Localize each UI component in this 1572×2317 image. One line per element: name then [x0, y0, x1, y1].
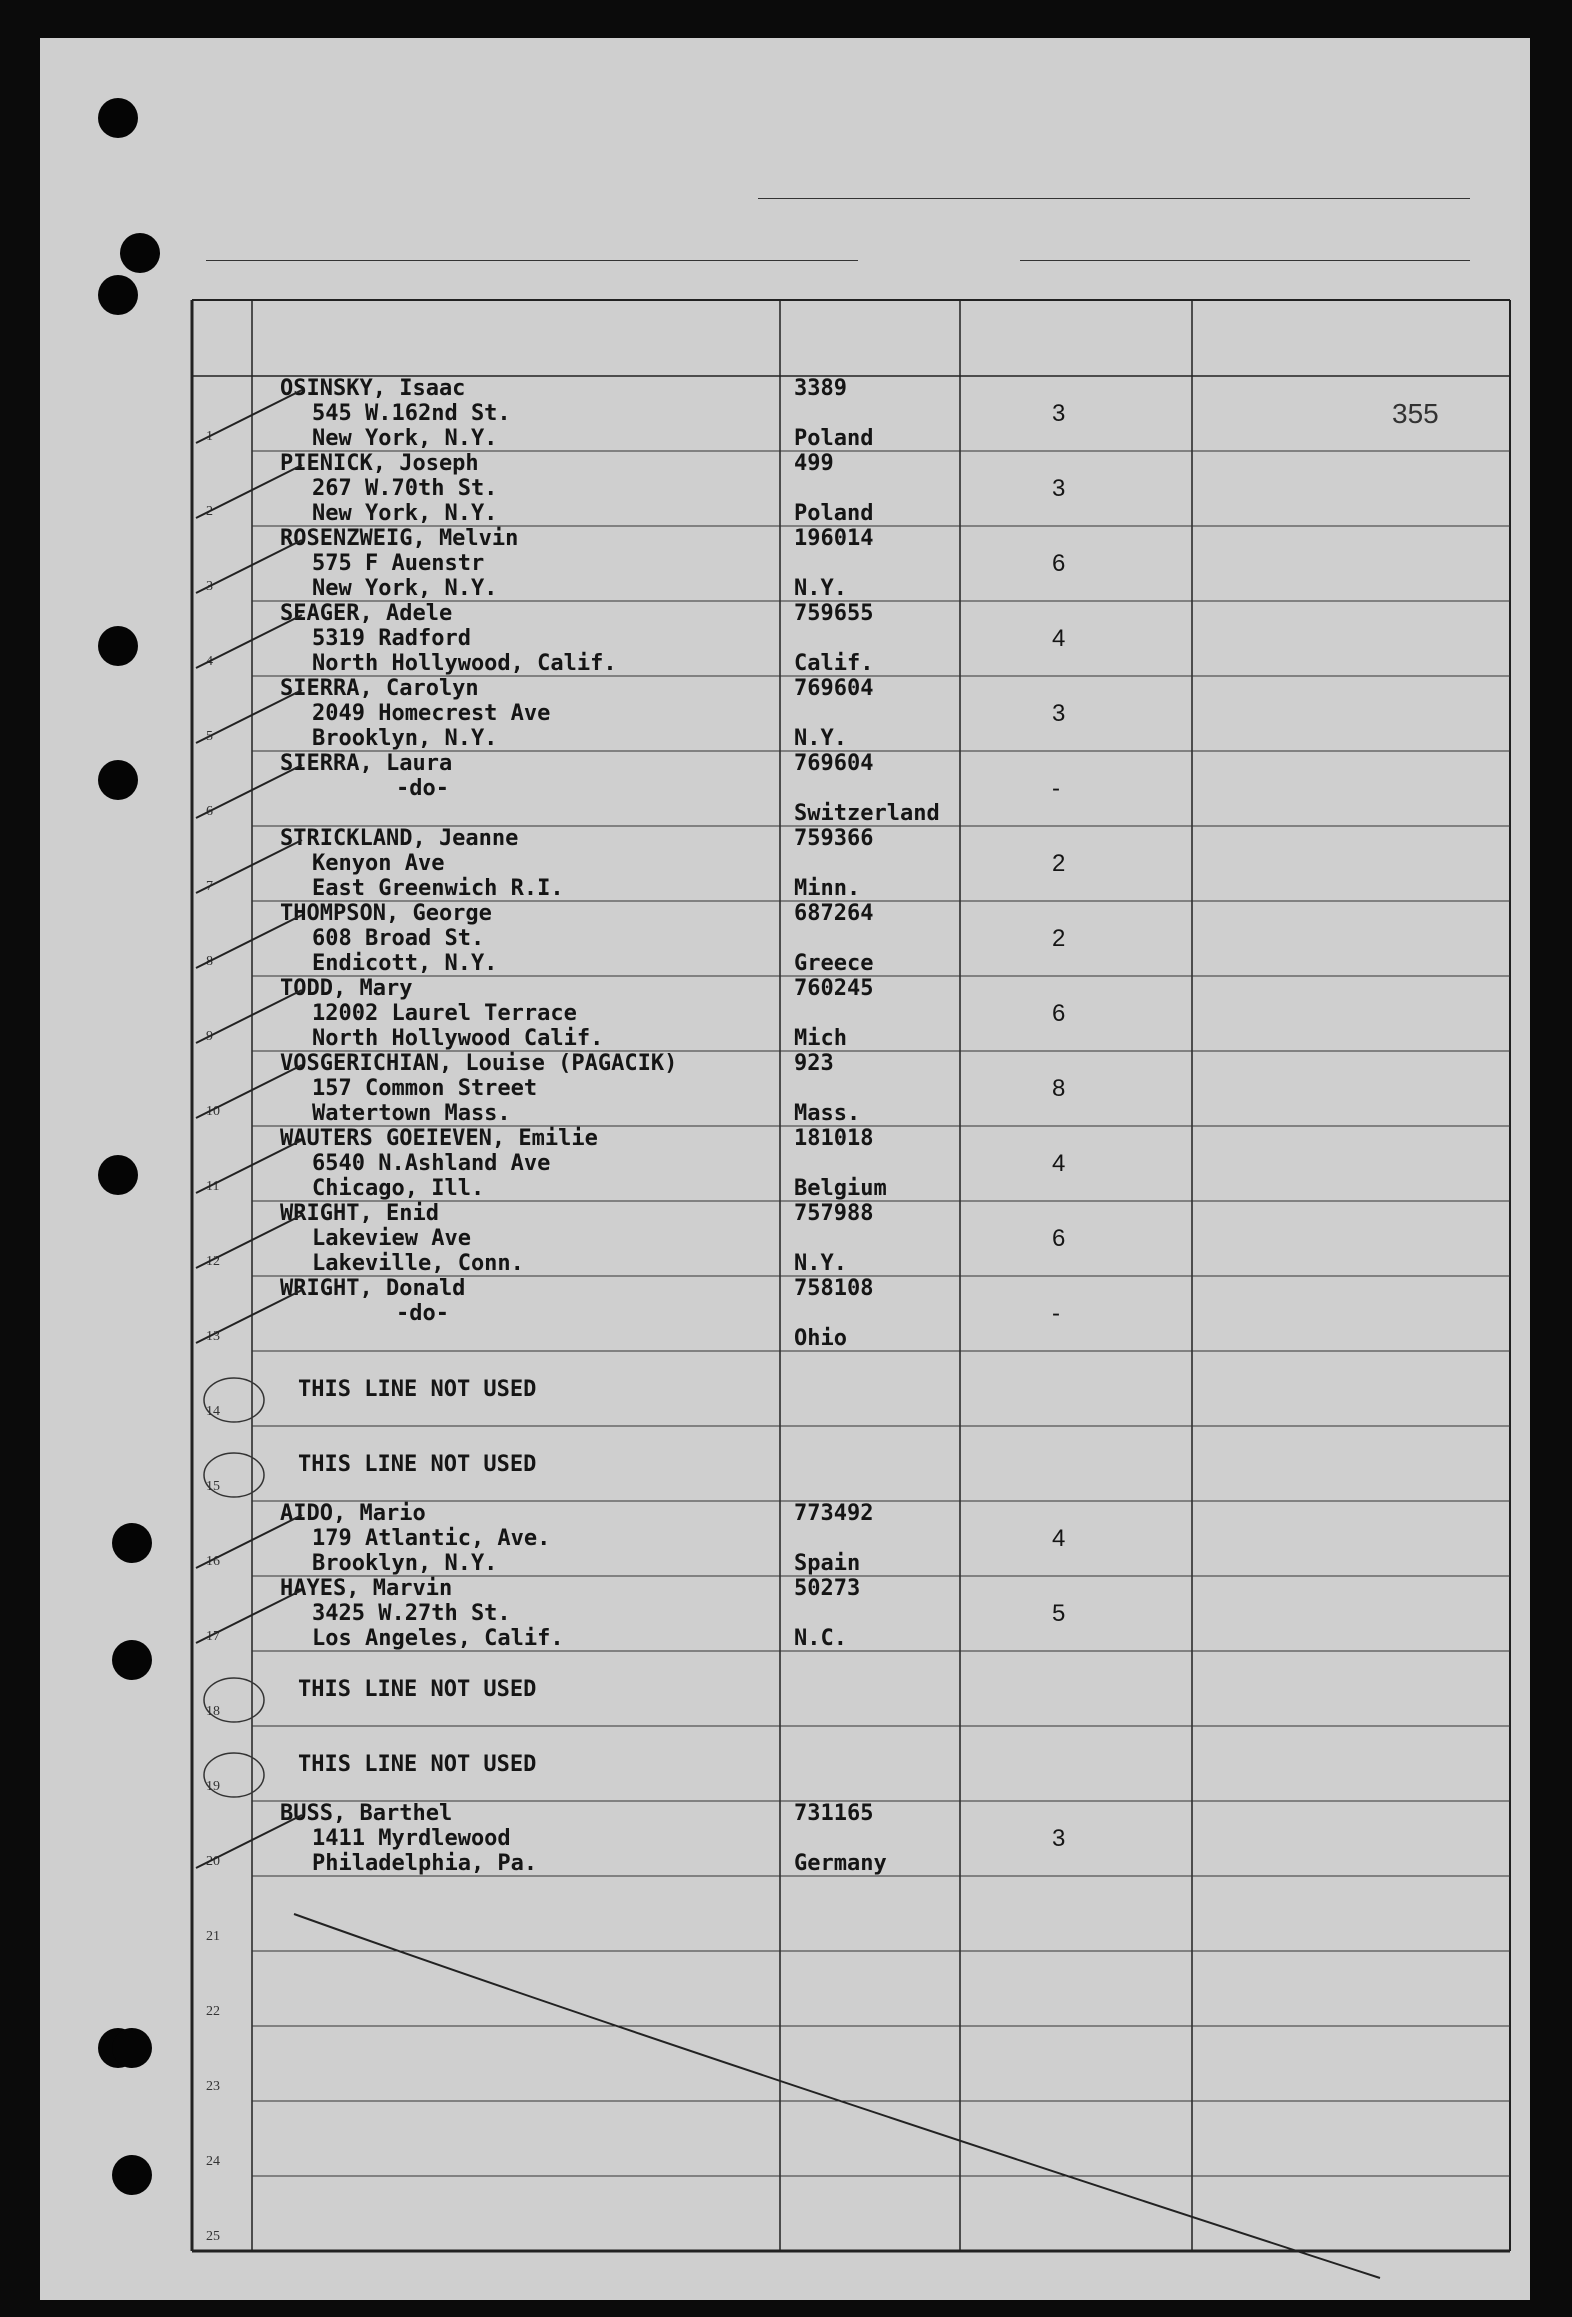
- passport-number: 759366: [794, 826, 874, 851]
- passenger-city: Endicott, N.Y.: [312, 951, 498, 976]
- baggage-count: -: [1052, 1300, 1060, 1327]
- passenger-name: SIERRA, Laura: [280, 751, 453, 776]
- line-number: 11: [206, 1179, 220, 1194]
- place-of-birth: Ohio: [794, 1326, 847, 1351]
- passenger-city: New York, N.Y.: [312, 576, 498, 601]
- passenger-name: OSINSKY, Isaac: [280, 376, 466, 401]
- passenger-city: Lakeville, Conn.: [312, 1251, 524, 1276]
- passenger-address: Lakeview Ave: [312, 1226, 471, 1251]
- line-number: 6: [206, 804, 213, 819]
- passenger-address: 608 Broad St.: [312, 926, 485, 951]
- ink-marks: [40, 38, 1530, 2300]
- line-number: 25: [206, 2229, 220, 2244]
- passenger-city: North Hollywood Calif.: [312, 1026, 604, 1051]
- passenger-name: WRIGHT, Donald: [280, 1276, 466, 1301]
- passenger-name: AIDO, Mario: [280, 1501, 426, 1526]
- line-number: 22: [206, 2004, 220, 2019]
- baggage-count: 3: [1052, 1825, 1066, 1852]
- passport-number: 196014: [794, 526, 874, 551]
- line-number: 13: [206, 1329, 220, 1344]
- passport-number: 923: [794, 1051, 834, 1076]
- line-number: 17: [206, 1629, 220, 1644]
- check-mark: [196, 990, 302, 1043]
- passenger-address: 6540 N.Ashland Ave: [312, 1151, 551, 1176]
- baggage-count: 6: [1052, 1225, 1066, 1252]
- check-mark: [196, 615, 302, 668]
- circle-mark: [204, 1453, 264, 1497]
- line-number: 18: [206, 1704, 220, 1719]
- baggage-count: 2: [1052, 850, 1066, 877]
- place-of-birth: Poland: [794, 501, 874, 526]
- baggage-count: 3: [1052, 475, 1066, 502]
- check-mark: [196, 915, 302, 968]
- check-mark: [196, 1140, 302, 1193]
- passport-number: 731165: [794, 1801, 874, 1826]
- baggage-count: 3: [1052, 400, 1066, 427]
- passenger-name: PIENICK, Joseph: [280, 451, 479, 476]
- circle-mark: [204, 1678, 264, 1722]
- line-number: 9: [206, 1029, 213, 1044]
- passport-number: 759655: [794, 601, 874, 626]
- check-mark: [196, 465, 302, 518]
- line-number: 1: [206, 429, 213, 444]
- line-number: 2: [206, 504, 213, 519]
- passport-number: 499: [794, 451, 834, 476]
- passenger-address: -do-: [396, 776, 449, 801]
- line-number: 12: [206, 1254, 220, 1269]
- passenger-address: 545 W.162nd St.: [312, 401, 511, 426]
- passenger-city: Brooklyn, N.Y.: [312, 1551, 498, 1576]
- passenger-city: Philadelphia, Pa.: [312, 1851, 538, 1876]
- check-mark: [196, 1215, 302, 1268]
- passport-number: 758108: [794, 1276, 874, 1301]
- place-of-birth: N.C.: [794, 1626, 847, 1651]
- line-number: 5: [206, 729, 213, 744]
- line-number: 15: [206, 1479, 220, 1494]
- unused-line-note: THIS LINE NOT USED: [298, 1752, 537, 1777]
- place-of-birth: N.Y.: [794, 1251, 847, 1276]
- passport-number: 769604: [794, 676, 874, 701]
- place-of-birth: Switzerland: [794, 801, 940, 826]
- baggage-count: 6: [1052, 1000, 1066, 1027]
- check-mark: [196, 1065, 302, 1118]
- circle-mark: [204, 1753, 264, 1797]
- place-of-birth: Calif.: [794, 651, 874, 676]
- passenger-address: 5319 Radford: [312, 626, 471, 651]
- passport-number: 181018: [794, 1126, 874, 1151]
- passport-number: 769604: [794, 751, 874, 776]
- passenger-address: 179 Atlantic, Ave.: [312, 1526, 551, 1551]
- passenger-name: TODD, Mary: [280, 976, 413, 1001]
- place-of-birth: Minn.: [794, 876, 861, 901]
- check-mark: [196, 1590, 302, 1643]
- unused-line-note: THIS LINE NOT USED: [298, 1452, 537, 1477]
- baggage-count: 3: [1052, 700, 1066, 727]
- line-number: 3: [206, 579, 213, 594]
- check-mark: [196, 390, 302, 443]
- passenger-address: 267 W.70th St.: [312, 476, 498, 501]
- line-number: 14: [206, 1404, 220, 1419]
- passenger-name: ROSENZWEIG, Melvin: [280, 526, 519, 551]
- circle-mark: [204, 1378, 264, 1422]
- officer-note: 355: [1392, 398, 1439, 429]
- line-number: 23: [206, 2079, 220, 2094]
- passenger-name: WAUTERS GOEIEVEN, Emilie: [280, 1126, 598, 1151]
- passenger-address: 12002 Laurel Terrace: [312, 1001, 577, 1026]
- passenger-address: Kenyon Ave: [312, 851, 445, 876]
- check-mark: [196, 1815, 302, 1868]
- baggage-count: 6: [1052, 550, 1066, 577]
- place-of-birth: Mass.: [794, 1101, 861, 1126]
- place-of-birth: Poland: [794, 426, 874, 451]
- line-number: 8: [206, 954, 213, 969]
- passenger-name: THOMPSON, George: [280, 901, 492, 926]
- passenger-city: Brooklyn, N.Y.: [312, 726, 498, 751]
- place-of-birth: N.Y.: [794, 576, 847, 601]
- place-of-birth: Belgium: [794, 1176, 887, 1201]
- baggage-count: 4: [1052, 1150, 1066, 1177]
- passenger-city: Chicago, Ill.: [312, 1176, 485, 1201]
- passenger-address: 1411 Myrdlewood: [312, 1826, 511, 1851]
- passenger-city: East Greenwich R.I.: [312, 876, 564, 901]
- line-number: 10: [206, 1104, 220, 1119]
- passenger-address: -do-: [396, 1301, 449, 1326]
- place-of-birth: Greece: [794, 951, 874, 976]
- place-of-birth: N.Y.: [794, 726, 847, 751]
- baggage-count: -: [1052, 775, 1060, 802]
- check-mark: [196, 840, 302, 893]
- passport-number: 773492: [794, 1501, 874, 1526]
- place-of-birth: Germany: [794, 1851, 887, 1876]
- passenger-address: 157 Common Street: [312, 1076, 538, 1101]
- passenger-name: VOSGERICHIAN, Louise (PAGACIK): [280, 1051, 678, 1076]
- line-number: 24: [206, 2154, 220, 2169]
- baggage-count: 4: [1052, 625, 1066, 652]
- unused-line-note: THIS LINE NOT USED: [298, 1377, 537, 1402]
- passenger-city: Watertown Mass.: [312, 1101, 511, 1126]
- passport-number: 757988: [794, 1201, 874, 1226]
- place-of-birth: Spain: [794, 1551, 861, 1576]
- passport-number: 760245: [794, 976, 874, 1001]
- passenger-address: 2049 Homecrest Ave: [312, 701, 551, 726]
- passenger-name: SIERRA, Carolyn: [280, 676, 479, 701]
- passenger-name: SEAGER, Adele: [280, 601, 453, 626]
- passenger-city: New York, N.Y.: [312, 501, 498, 526]
- line-number: 19: [206, 1779, 220, 1794]
- baggage-count: 4: [1052, 1525, 1066, 1552]
- passenger-name: WRIGHT, Enid: [280, 1201, 439, 1226]
- check-mark: [196, 540, 302, 593]
- check-mark: [196, 765, 302, 818]
- baggage-count: 2: [1052, 925, 1066, 952]
- passenger-city: New York, N.Y.: [312, 426, 498, 451]
- passport-number: 3389: [794, 376, 847, 401]
- line-number: 16: [206, 1554, 220, 1569]
- unused-line-note: THIS LINE NOT USED: [298, 1677, 537, 1702]
- passenger-address: 575 F Auenstr: [312, 551, 485, 576]
- line-number: 4: [206, 654, 213, 669]
- place-of-birth: Mich: [794, 1026, 847, 1051]
- passenger-name: HAYES, Marvin: [280, 1576, 453, 1601]
- line-number: 20: [206, 1854, 220, 1869]
- manifest-page: [40, 38, 1530, 2300]
- baggage-count: 5: [1052, 1600, 1066, 1627]
- line-number: 7: [206, 879, 213, 894]
- passport-number: 687264: [794, 901, 874, 926]
- check-mark: [196, 690, 302, 743]
- passenger-city: Los Angeles, Calif.: [312, 1626, 564, 1651]
- check-mark: [196, 1290, 302, 1343]
- passenger-name: BUSS, Barthel: [280, 1801, 453, 1826]
- passenger-address: 3425 W.27th St.: [312, 1601, 511, 1626]
- line-number: 21: [206, 1929, 220, 1944]
- passenger-name: STRICKLAND, Jeanne: [280, 826, 519, 851]
- check-mark: [196, 1515, 302, 1568]
- baggage-count: 8: [1052, 1075, 1066, 1102]
- cancel-line: [294, 1914, 1380, 2278]
- passport-number: 50273: [794, 1576, 861, 1601]
- passenger-city: North Hollywood, Calif.: [312, 651, 617, 676]
